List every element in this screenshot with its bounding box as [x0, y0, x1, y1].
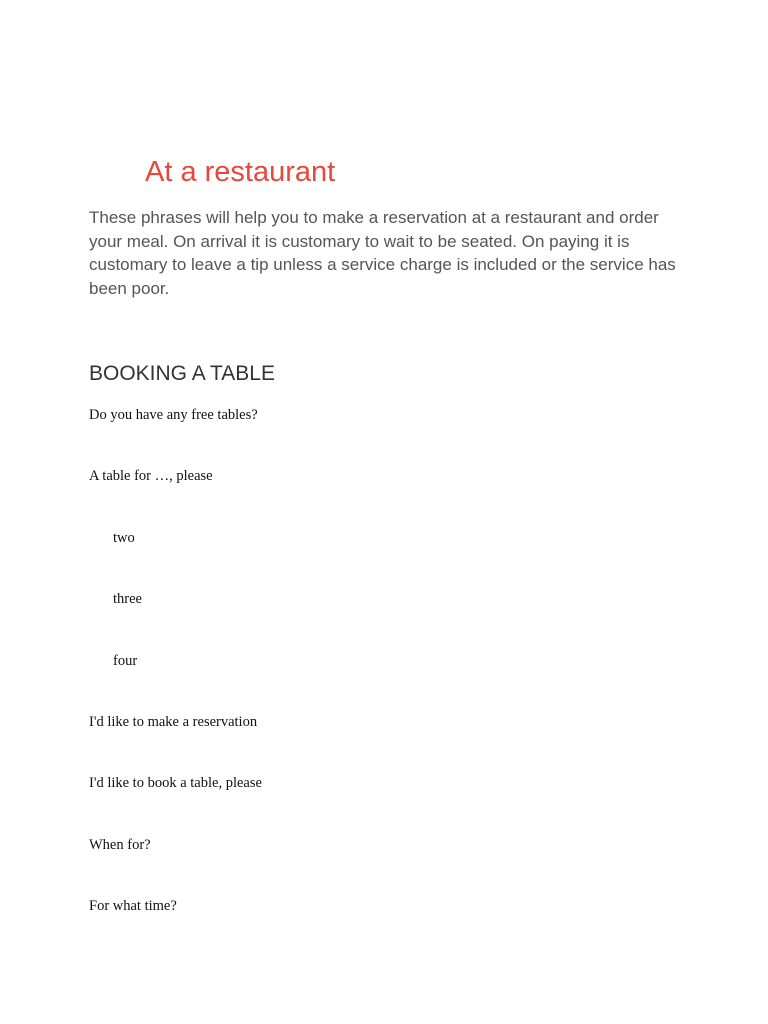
section-heading-booking: BOOKING A TABLE: [89, 362, 275, 385]
phrase-item: Do you have any free tables?: [89, 407, 258, 423]
phrase-item: I'd like to make a reservation: [89, 714, 258, 730]
phrase-item: For what time?: [89, 898, 177, 914]
phrase-item: A table for …, please: [89, 468, 213, 484]
phrase-sub-item: three: [113, 591, 142, 607]
phrase-item: When for?: [89, 837, 151, 853]
phrase-sub-item: four: [113, 653, 138, 669]
phrase-sub-item: two: [113, 530, 135, 546]
phrase-item: I'd like to book a table, please: [89, 775, 262, 791]
page-title: At a restaurant: [145, 156, 336, 188]
intro-paragraph: These phrases will help you to make a reservation at a restaurant and order your meal. On arrival it is customary to wait to be seated. On paying it is customary to leave a tip unless a service charge is included or the service has been poor.: [89, 208, 676, 298]
